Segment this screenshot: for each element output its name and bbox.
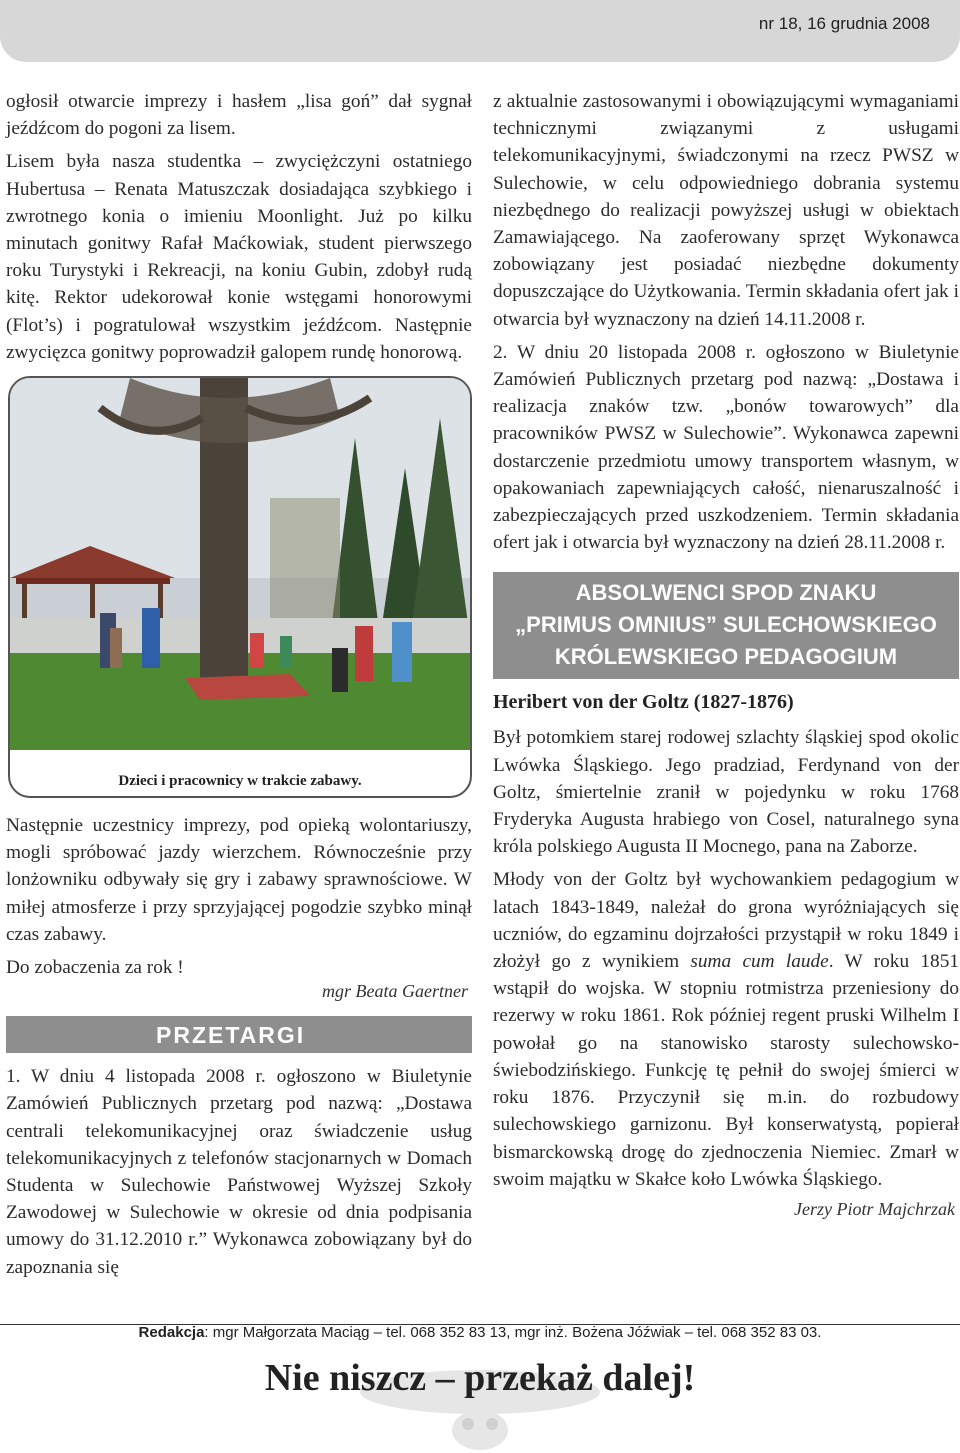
feature-heading-box [493,572,959,679]
left-column [6,88,472,1287]
paragraph: Był potomkiem starej rodowej szlachty śląskiej spod okolic Lwówka Śląskiego. Jego pradziad, Ferdynand von der Goltz, śmiertelnie zranił w pojedynku w roku 1768 Fryderyka Augusta hrabiego von Cosel, naturalnego syna króla polskiego Augusta II Mocnego, pana na Zaborze. [493,727,959,858]
credits-label: Redakcja [138,1324,205,1341]
paragraph: Do zobaczenia za rok ! [6,957,184,979]
feature-heading-line: ABSOLWENCI SPOD ZNAKU [575,580,877,606]
subheading: Heribert von der Goltz (1827-1876) [493,691,794,714]
right-column [493,88,959,1230]
author-signature: mgr Beata Gaertner [322,981,468,1002]
paragraph: Następnie uczestnicy imprezy, pod opieką wolontariuszy, mogli spróbować jazdy wierzchem. Równocześnie przy lonżowniku odbywały się gry i zabawy sprawnościowe. W miłej atmosferze i przy sprzyjającej pogodzie szybko minął czas zabawy. [6,815,472,945]
latin-phrase: suma cum laude [690,951,829,973]
paragraph: ogłosił otwarcie imprezy i hasłem „lisa goń” dał sygnał jeźdźcom do pogoni za lisem. [6,91,472,140]
paragraph-text: Młody von der Goltz był wychowankiem pedagogium w latach 1843-1849, należał do grona wyróżniających się uczniów, do egzaminu dojrzałości przystąpił w roku 1849 i złożył go z wynikiem [493,869,959,973]
photo-caption: Dzieci i pracownicy w trakcie zabawy. [118,773,362,790]
photo-frame [8,376,472,798]
paragraph: 2. W dniu 20 listopada 2008 r. ogłoszono w Biuletynie Zamówień Publicznych przetarg pod nazwą: „Dostawa i realizacja znaków tzw. „bonów towarowych” dla pracowników PWSZ w Sulechowie”. Wykonawca zapewni dostarczenie przedmiotu umowy transportem własnym, w opakowaniach zapewniających całość, nienaruszalność i zabezpieczających przed uszkodzeniem. Termin składania ofert jak i otwarcia był wyznaczony na dzień 28.11.2008 r. [493,341,959,554]
footer-slogan: Nie niszcz – przekaż dalej! [264,1357,696,1399]
feature-heading-line: KRÓLEWSKIEGO PEDAGOGIUM [554,644,898,670]
editorial-credits [0,1324,960,1341]
author-signature: Jerzy Piotr Majchrzak [794,1198,955,1219]
feature-heading-line: „PRIMUS OMNIUS” SULECHOWSKIEGO [515,612,937,638]
issue-date: nr 18, 16 grudnia 2008 [758,14,930,33]
paragraph: z aktualnie zastosowanymi i obowiązującymi wymaganiami technicznymi związanymi z usługami telekomunikacyjnymi, świadczonymi na rzecz PWSZ w Sulechowie, w celu odpowiedniego dobrania systemu niezbędnego do realizacji powyższej usługi w obiektach Zamawiającego. Na zaoferowany sprzęt Wykonawca zobowiązany jest posiadać niezbędne dokumenty dopuszczające do Użytkowania. Termin składania ofert jak i otwarcia był wyznaczony na dzień 14.11.2008 r. [493,91,959,330]
event-photo [10,378,470,750]
paragraph [493,866,959,1192]
paragraph: Lisem była nasza studentka – zwyciężczyni ostatniego Hubertusa – Renata Matuszczak dosiadająca szybkiego i zwrotnego konia o imieniu Moonlight. Już po kilku minutach gonitwy Rafał Maćkowiak, student pierwszego roku Turystyki i Rekreacji, na koniu Gubin, zdobył rudą kitę. Rektor udekorował konie wstęgami honorowymi (Flot’s) i pogratulował wszystkim jeźdźcom. Następnie zwycięzca gonitwy poprowadził galopem rundę honorową. [6,151,472,363]
paragraph: 1. W dniu 4 listopada 2008 r. ogłoszono w Biuletynie Zamówień Publicznych przetarg pod nazwą: „Dostawa centrali telekomunikacyjnej oraz świadczenie usług telekomunikacyjnych z telefonów stacjonarnych w Domach Studenta w Sulechowie Państwowej Wyższej Szkoły Zawodowej w Sulechowie w okresie od dnia podpisania umowy do 31.12.2010 r.” Wykonawca zobowiązany był do zapoznania się [6,1066,472,1278]
paragraph-text: . W roku 1851 wstąpił do wojska. W stopniu rotmistrza przeniesiony do rezerwy w roku 1861. Rok później regent pruski Wilhelm I powołał go na stanowisko starosty sulechowsko-świebodzińskiego. Funkcję tę pełnił do swojej śmierci w roku 1876. Przyczynił się m.in. do rozbudowy sulechowskiego garnizonu. Był konserwatystą, popierał bismarckowską drogę do zjednoczenia Niemiec. Zmarł w swoim majątku w Skałce koło Lwówka Śląskiego. [493,951,959,1190]
credits-text: : mgr Małgorzata Maciąg – tel. 068 352 83 13, mgr inż. Bożena Jóźwiak – tel. 068 352 83 03. [204,1324,822,1341]
section-heading: PRZETARGI [6,1016,472,1053]
